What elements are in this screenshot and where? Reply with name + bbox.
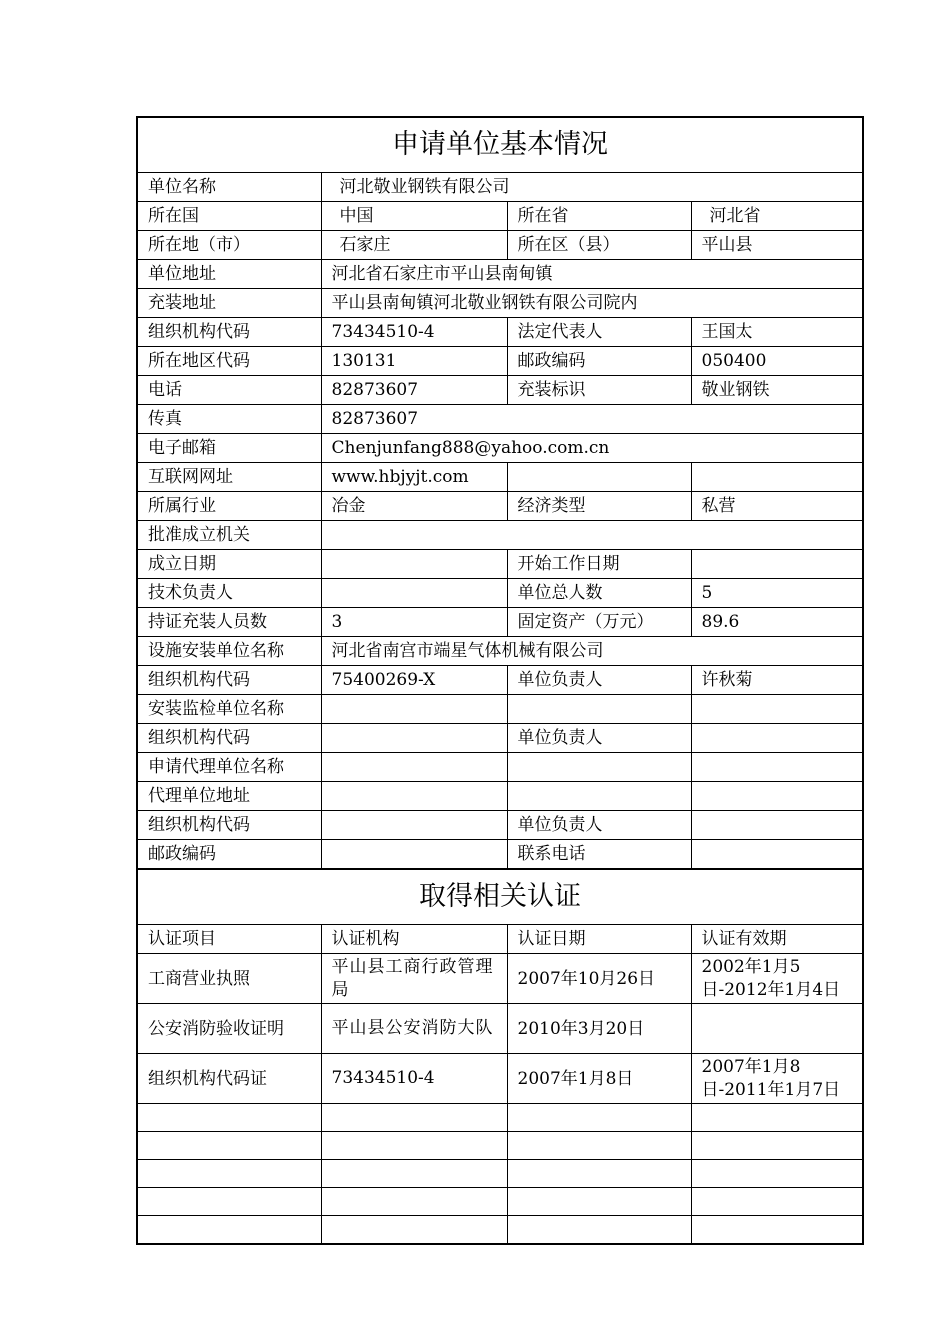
cert-header-row [137, 925, 863, 954]
cert-row [137, 1004, 863, 1054]
cert-item: 公安消防验收证明 [137, 1004, 321, 1054]
empty-cell [507, 1160, 691, 1188]
empty-cell [507, 695, 691, 724]
value-agent-postal [321, 840, 507, 870]
label-approval-authority: 批准成立机关 [137, 521, 321, 550]
row-tech-lead [137, 579, 863, 608]
label-agent-head: 单位负责人 [507, 811, 691, 840]
row-country [137, 202, 863, 231]
empty-cell [691, 1188, 863, 1216]
cert-agency: 平山县工商行政管理局 [321, 954, 507, 1004]
label-agent-code: 组织机构代码 [137, 811, 321, 840]
row-website [137, 463, 863, 492]
value-tech-lead [321, 579, 507, 608]
label-agent-phone: 联系电话 [507, 840, 691, 870]
row-approval [137, 521, 863, 550]
label-area-code: 所在地区代码 [137, 347, 321, 376]
empty-cell [137, 1132, 321, 1160]
cert-item: 组织机构代码证 [137, 1054, 321, 1104]
empty-cell [691, 695, 863, 724]
value-website: www.hbjyjt.com [321, 463, 507, 492]
label-website: 互联网网址 [137, 463, 321, 492]
value-inspector-head [691, 724, 863, 753]
section-title-basic-info: 申请单位基本情况 [137, 117, 863, 173]
label-economy-type: 经济类型 [507, 492, 691, 521]
label-installer-head: 单位负责人 [507, 666, 691, 695]
value-country: 中国 [321, 202, 507, 231]
cert-date: 2010年3月20日 [507, 1004, 691, 1054]
row-industry [137, 492, 863, 521]
value-certified-staff: 3 [321, 608, 507, 637]
value-inspector-code [321, 724, 507, 753]
empty-cert-row [137, 1160, 863, 1188]
label-start-work-date: 开始工作日期 [507, 550, 691, 579]
cert-validity: 2002年1月5日-2012年1月4日 [691, 954, 863, 1004]
label-phone: 电话 [137, 376, 321, 405]
value-legal-rep: 王国太 [691, 318, 863, 347]
value-industry: 冶金 [321, 492, 507, 521]
row-phone [137, 376, 863, 405]
empty-cell [507, 1104, 691, 1132]
value-agent-code [321, 811, 507, 840]
value-area-code: 130131 [321, 347, 507, 376]
value-province: 河北省 [691, 202, 863, 231]
value-installer: 河北省南宫市端星气体机械有限公司 [321, 637, 863, 666]
empty-cert-row [137, 1104, 863, 1132]
value-founded-date [321, 550, 507, 579]
cert-validity: 2007年1月8日-2011年1月7日 [691, 1054, 863, 1104]
empty-cell [691, 1216, 863, 1245]
row-founded [137, 550, 863, 579]
value-fax: 82873607 [321, 405, 863, 434]
row-installer [137, 637, 863, 666]
row-org-code [137, 318, 863, 347]
label-fill-mark: 充装标识 [507, 376, 691, 405]
value-phone: 82873607 [321, 376, 507, 405]
label-tech-lead: 技术负责人 [137, 579, 321, 608]
label-district: 所在区（县） [507, 231, 691, 260]
value-email: Chenjunfang888@yahoo.com.cn [321, 434, 863, 463]
row-agent-postal [137, 840, 863, 870]
cert-row [137, 1054, 863, 1104]
cert-row [137, 954, 863, 1004]
label-agent-address: 代理单位地址 [137, 782, 321, 811]
label-fixed-assets: 固定资产（万元） [507, 608, 691, 637]
empty-cell [137, 1104, 321, 1132]
section-title-certifications: 取得相关认证 [137, 869, 863, 925]
row-agent-address [137, 782, 863, 811]
value-district: 平山县 [691, 231, 863, 260]
label-fax: 传真 [137, 405, 321, 434]
label-certified-staff: 持证充装人员数 [137, 608, 321, 637]
value-fill-mark: 敬业钢铁 [691, 376, 863, 405]
label-agent-postal: 邮政编码 [137, 840, 321, 870]
empty-cell [321, 1216, 507, 1245]
label-inspector-head: 单位负责人 [507, 724, 691, 753]
row-inspector-code [137, 724, 863, 753]
value-agent [321, 753, 507, 782]
value-city: 石家庄 [321, 231, 507, 260]
empty-cell [321, 1188, 507, 1216]
label-fill-address: 充装地址 [137, 289, 321, 318]
application-form-table [136, 116, 864, 1245]
cert-validity [691, 1004, 863, 1054]
cert-header-validity: 认证有效期 [691, 925, 863, 954]
cert-agency: 73434510-4 [321, 1054, 507, 1104]
empty-cert-row [137, 1188, 863, 1216]
empty-cell [321, 1104, 507, 1132]
row-certified-staff [137, 608, 863, 637]
row-installer-code [137, 666, 863, 695]
value-fill-address: 平山县南甸镇河北敬业钢铁有限公司院内 [321, 289, 863, 318]
row-email [137, 434, 863, 463]
empty-cell [137, 1216, 321, 1245]
row-fax [137, 405, 863, 434]
empty-cert-row [137, 1216, 863, 1245]
label-installer: 设施安装单位名称 [137, 637, 321, 666]
empty-cell [137, 1188, 321, 1216]
value-postal-code: 050400 [691, 347, 863, 376]
row-inspector [137, 695, 863, 724]
cert-date: 2007年10月26日 [507, 954, 691, 1004]
empty-cell [507, 1188, 691, 1216]
empty-cell [691, 1132, 863, 1160]
empty-cell [321, 1160, 507, 1188]
empty-cell [691, 782, 863, 811]
cert-header-agency: 认证机构 [321, 925, 507, 954]
row-unit-name [137, 173, 863, 202]
row-fill-address [137, 289, 863, 318]
value-start-work-date [691, 550, 863, 579]
row-address [137, 260, 863, 289]
label-total-staff: 单位总人数 [507, 579, 691, 608]
label-unit-name: 单位名称 [137, 173, 321, 202]
empty-cell [507, 1216, 691, 1245]
value-agent-address [321, 782, 507, 811]
empty-cert-row [137, 1132, 863, 1160]
empty-cell [507, 753, 691, 782]
value-unit-name: 河北敬业钢铁有限公司 [321, 173, 863, 202]
label-inspector: 安装监检单位名称 [137, 695, 321, 724]
value-org-code: 73434510-4 [321, 318, 507, 347]
cert-date: 2007年1月8日 [507, 1054, 691, 1104]
value-economy-type: 私营 [691, 492, 863, 521]
empty-cell [507, 463, 691, 492]
cert-agency: 平山县公安消防大队 [321, 1004, 507, 1054]
empty-cell [691, 753, 863, 782]
cert-item: 工商营业执照 [137, 954, 321, 1004]
value-agent-head [691, 811, 863, 840]
empty-cell [691, 1160, 863, 1188]
empty-cell [507, 1132, 691, 1160]
label-address: 单位地址 [137, 260, 321, 289]
cert-header-date: 认证日期 [507, 925, 691, 954]
value-approval-authority [321, 521, 863, 550]
label-org-code: 组织机构代码 [137, 318, 321, 347]
label-founded-date: 成立日期 [137, 550, 321, 579]
empty-cell [321, 1132, 507, 1160]
label-industry: 所属行业 [137, 492, 321, 521]
label-installer-code: 组织机构代码 [137, 666, 321, 695]
value-installer-head: 许秋菊 [691, 666, 863, 695]
value-agent-phone [691, 840, 863, 870]
row-city [137, 231, 863, 260]
label-agent: 申请代理单位名称 [137, 753, 321, 782]
label-postal-code: 邮政编码 [507, 347, 691, 376]
label-legal-rep: 法定代表人 [507, 318, 691, 347]
empty-cell [691, 1104, 863, 1132]
cert-header-item: 认证项目 [137, 925, 321, 954]
label-inspector-code: 组织机构代码 [137, 724, 321, 753]
row-agent-code [137, 811, 863, 840]
value-total-staff: 5 [691, 579, 863, 608]
label-country: 所在国 [137, 202, 321, 231]
value-fixed-assets: 89.6 [691, 608, 863, 637]
value-address: 河北省石家庄市平山县南甸镇 [321, 260, 863, 289]
empty-cell [137, 1160, 321, 1188]
value-inspector [321, 695, 507, 724]
empty-cell [691, 463, 863, 492]
label-province: 所在省 [507, 202, 691, 231]
row-area-code [137, 347, 863, 376]
row-agent [137, 753, 863, 782]
label-email: 电子邮箱 [137, 434, 321, 463]
label-city: 所在地（市） [137, 231, 321, 260]
value-installer-code: 75400269-X [321, 666, 507, 695]
empty-cell [507, 782, 691, 811]
